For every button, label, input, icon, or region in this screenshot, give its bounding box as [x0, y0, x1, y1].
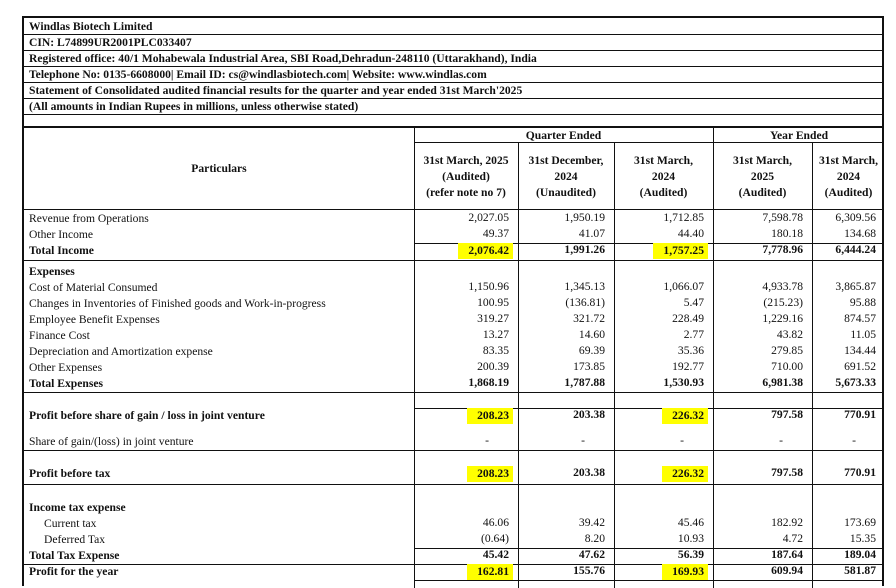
table-cell: 11.05: [850, 328, 876, 341]
table-cell: 162.81: [467, 564, 513, 580]
row-divider: [24, 392, 882, 393]
table-cell: 47.62: [578, 548, 605, 561]
row-label: Profit before share of gain / loss in joint venture: [29, 409, 265, 422]
column-line: [518, 142, 519, 588]
table-cell: 83.35: [482, 344, 509, 357]
table-cell: (0.64): [480, 532, 509, 545]
table-cell: -: [680, 434, 684, 447]
table-cell: 609.94: [771, 564, 803, 577]
table-cell: 226.32: [662, 466, 708, 482]
office-line: Registered office: 40/1 Mohabewala Industrial Area, SBI Road,Dehradun-248110 (Uttarakhand), India: [29, 52, 537, 65]
table-cell: 43.82: [776, 328, 803, 341]
table-cell: 203.38: [573, 408, 605, 421]
row-label: Depreciation and Amortization expense: [29, 345, 213, 358]
table-cell: 228.49: [672, 312, 704, 325]
table-cell: 200.39: [477, 360, 509, 373]
table-cell: 46.06: [482, 516, 509, 529]
column-line: [614, 142, 615, 588]
table-cell: 49.37: [482, 227, 509, 240]
table-cell: 155.76: [573, 564, 605, 577]
table-cell: 7,598.78: [762, 211, 803, 224]
table-cell: 1,712.85: [663, 211, 704, 224]
divider: [24, 114, 882, 115]
table-cell: 226.32: [662, 408, 708, 424]
divider: [24, 66, 882, 67]
row-label: Other Expenses: [29, 361, 103, 374]
row-label: Revenue from Operations: [29, 212, 149, 225]
table-cell: 4.72: [782, 532, 803, 545]
table-cell: 7,778.96: [762, 243, 803, 256]
table-cell: 5,673.33: [835, 376, 876, 389]
row-divider: [24, 564, 882, 565]
table-cell: 41.07: [578, 227, 605, 240]
table-cell: 319.27: [477, 312, 509, 325]
table-cell: -: [485, 434, 489, 447]
column-header-q-mar-2025: 31st March, 2025 (Audited) (refer note no 7): [423, 154, 509, 199]
table-cell: 6,309.56: [835, 211, 876, 224]
table-cell: 100.95: [477, 296, 509, 309]
row-label: Cost of Material Consumed: [29, 281, 158, 294]
table-cell: 45.42: [482, 548, 509, 561]
divider: [24, 98, 882, 99]
table-cell: 208.23: [467, 466, 513, 482]
table-cell: 1,757.25: [653, 243, 708, 259]
row-label: Employee Benefit Expenses: [29, 313, 160, 326]
row-label: Deferred Tax: [44, 533, 106, 546]
table-cell: 1,066.07: [663, 280, 704, 293]
table-cell: 189.04: [844, 548, 876, 561]
table-cell: 45.46: [677, 516, 704, 529]
table-cell: 1,150.96: [468, 280, 509, 293]
table-cell: 691.52: [844, 360, 876, 373]
table-cell: 5.47: [683, 296, 704, 309]
column-header-q-dec-2024: 31st December, 2024 (Unaudited): [528, 154, 604, 199]
row-divider: [24, 450, 882, 451]
table-cell: 797.58: [771, 466, 803, 479]
year-ended-header: Year Ended: [769, 129, 829, 142]
table-cell: 15.35: [849, 532, 876, 545]
table-cell: 1,991.26: [564, 243, 605, 256]
table-cell: 321.72: [573, 312, 605, 325]
row-label: Current tax: [44, 517, 97, 530]
table-cell: 134.44: [844, 344, 876, 357]
row-label: Income tax expense: [29, 501, 126, 514]
table-cell: -: [581, 434, 585, 447]
company-name: Windlas Biotech Limited: [29, 20, 153, 33]
table-cell: 1,345.13: [564, 280, 605, 293]
table-cell: 39.42: [578, 516, 605, 529]
table-cell: 770.91: [844, 408, 876, 421]
table-cell: 1,530.93: [663, 376, 704, 389]
cin-line: CIN: L74899UR2001PLC033407: [29, 36, 192, 49]
table-cell: -: [852, 434, 856, 447]
divider: [24, 50, 882, 51]
table-cell: 56.39: [677, 548, 704, 561]
table-cell: 180.18: [771, 227, 803, 240]
table-cell: 173.69: [844, 516, 876, 529]
table-cell: 1,229.16: [762, 312, 803, 325]
row-label: Finance Cost: [29, 329, 90, 342]
row-label: Total Tax Expense: [29, 549, 120, 562]
table-cell: 581.87: [844, 564, 876, 577]
table-cell: 2,027.05: [468, 211, 509, 224]
table-cell: 10.93: [677, 532, 704, 545]
row-label: Profit for the year: [29, 565, 119, 578]
table-cell: 3,865.87: [835, 280, 876, 293]
table-cell: 169.93: [662, 564, 708, 580]
table-cell: 4,933.78: [762, 280, 803, 293]
statement-title: Statement of Consolidated audited financial results for the quarter and year ended 31st March'2025: [29, 84, 523, 97]
table-cell: 1,787.88: [564, 376, 605, 389]
row-divider: [24, 484, 882, 485]
particulars-header: Particulars: [191, 162, 247, 175]
row-label: Other Income: [29, 228, 94, 241]
table-cell: 134.68: [844, 227, 876, 240]
quarter-ended-header: Quarter Ended: [525, 129, 602, 142]
divider: [24, 34, 882, 35]
divider: [24, 82, 882, 83]
table-cell: 2.77: [683, 328, 704, 341]
table-cell: 6,981.38: [762, 376, 803, 389]
table-cell: 44.40: [677, 227, 704, 240]
column-header-q-mar-2024: 31st March, 2024 (Audited): [633, 154, 694, 199]
row-label: Expenses: [29, 265, 75, 278]
results-table-frame: [22, 16, 884, 586]
table-cell: 1,868.19: [468, 376, 509, 389]
table-cell: 69.39: [578, 344, 605, 357]
table-cell: 8.20: [584, 532, 605, 545]
column-line: [812, 142, 813, 588]
table-cell: 874.57: [844, 312, 876, 325]
column-header-y-mar-2024: 31st March, 2024 (Audited): [818, 154, 879, 199]
table-cell: 203.38: [573, 466, 605, 479]
row-label: Changes in Inventories of Finished goods and Work-in-progress: [29, 297, 326, 310]
table-cell: 187.64: [771, 548, 803, 561]
table-cell: 279.85: [771, 344, 803, 357]
contact-line: Telephone No: 0135-6608000| Email ID: cs@windlasbiotech.com| Website: www.windlas.com: [29, 68, 487, 81]
table-cell: 6,444.24: [835, 243, 876, 256]
table-cell: 13.27: [482, 328, 509, 341]
units-note: (All amounts in Indian Rupees in millions, unless otherwise stated): [29, 100, 359, 113]
table-cell: 95.88: [849, 296, 876, 309]
table-cell: 192.77: [672, 360, 704, 373]
table-cell: 35.36: [677, 344, 704, 357]
divider: [24, 209, 882, 210]
row-label: Total Expenses: [29, 377, 103, 390]
table-cell: (215.23): [763, 296, 803, 309]
row-label: Share of gain/(loss) in joint venture: [29, 435, 194, 448]
table-cell: 173.85: [573, 360, 605, 373]
table-cell: 1,950.19: [564, 211, 605, 224]
table-cell: -: [779, 434, 783, 447]
table-cell: 14.60: [578, 328, 605, 341]
table-cell: 182.92: [771, 516, 803, 529]
row-divider: [414, 580, 882, 581]
table-cell: 797.58: [771, 408, 803, 421]
row-label: Profit before tax: [29, 467, 111, 480]
row-divider: [24, 260, 882, 261]
table-cell: 710.00: [771, 360, 803, 373]
column-header-y-mar-2025: 31st March, 2025 (Audited): [732, 154, 793, 199]
table-cell: 770.91: [844, 466, 876, 479]
row-label: Total Income: [29, 244, 94, 257]
table-cell: 208.23: [467, 408, 513, 424]
table-cell: (136.81): [565, 296, 605, 309]
table-cell: 2,076.42: [458, 243, 513, 259]
